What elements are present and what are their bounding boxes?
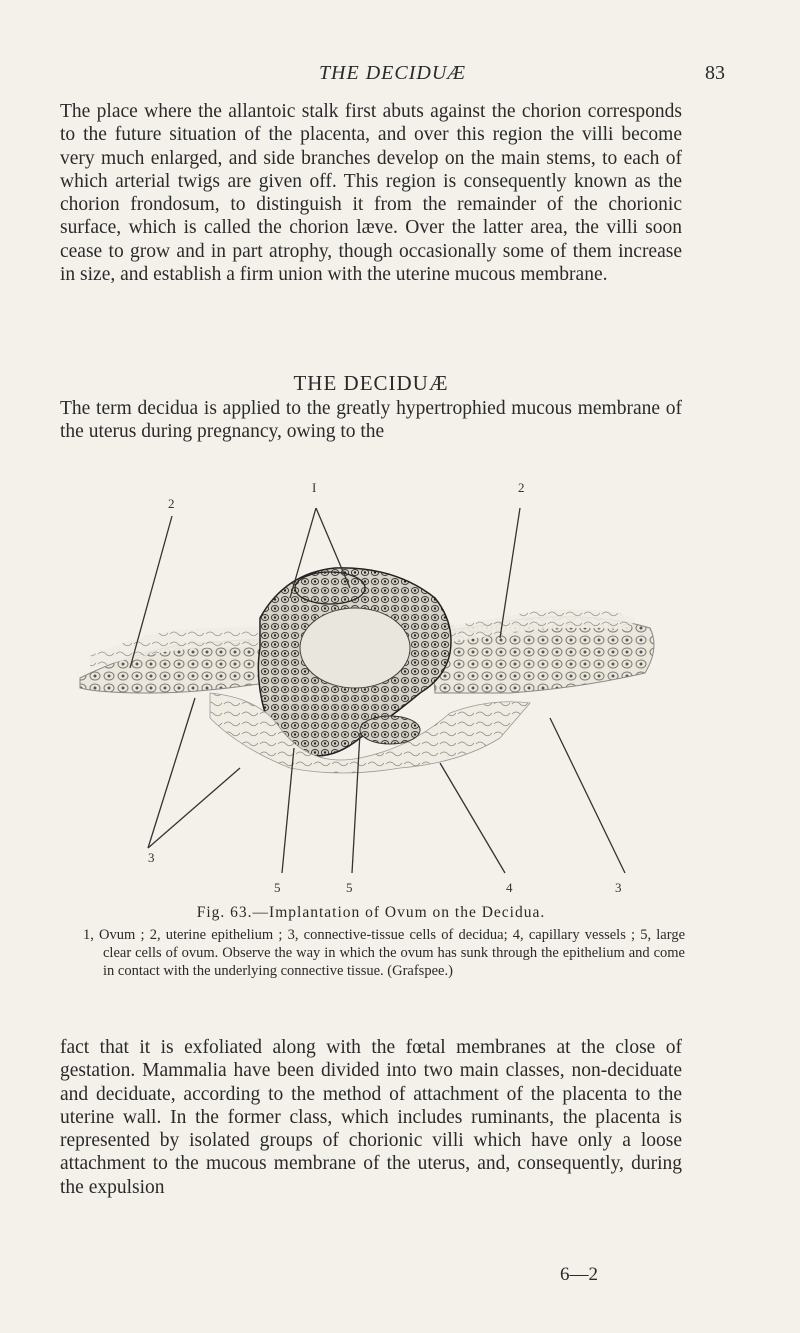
running-head: THE DECIDUÆ <box>318 62 467 84</box>
signature-mark: 6—2 <box>560 1264 598 1285</box>
label-4: 4 <box>506 880 513 895</box>
paragraph-decidua-intro: The term decidua is applied to the greatly hypertrophied mucous membrane of the uterus during pregnancy, owing to the <box>60 398 682 443</box>
paragraph-mammalia: fact that it is exfoliated along with the fœtal membranes at the close of gestation. Mammalia have been divided into two main classes, non-deciduate and deciduate, according to the method of attachment of the placenta to the uterine wall. In the former class, which includes ruminants, the placenta is represented by isolated groups of chorionic villi which have only a loose attachment to the mucous membrane of the uterus, and, consequently, during the expulsion <box>60 1037 682 1198</box>
label-2-top-left: 2 <box>168 496 175 511</box>
ovum <box>258 568 451 756</box>
figure-illustration <box>60 478 700 908</box>
section-heading: THE DECIDUÆ <box>293 371 449 395</box>
label-5-b: 5 <box>346 880 353 895</box>
label-3-left: 3 <box>148 850 155 865</box>
label-3-right: 3 <box>615 880 622 895</box>
label-2-top-right: 2 <box>518 480 525 495</box>
page-number: 83 <box>705 62 725 84</box>
label-1-top: I <box>312 480 317 495</box>
figure-caption-body: 1, Ovum ; 2, uterine epithelium ; 3, connective-tissue cells of decidua; 4, capillary vessels ; 5, large clear cells of ovum. Observe the way in which the ovum has sunk through the epithelium and come in contact with the underlying connective tissue. (Grafspee.) <box>83 927 685 979</box>
epithelium-right <box>430 609 654 693</box>
page-header <box>60 62 725 92</box>
epithelium-left <box>80 626 275 693</box>
figure-caption-title: Fig. 63.—Implantation of Ovum on the Decidua. <box>196 904 546 921</box>
label-5-a: 5 <box>274 880 281 895</box>
paragraph-chorion: The place where the allantoic stalk first abuts against the chorion corresponds to the future situation of the placenta, and over this region the villi become very much enlarged, and side branches develop on the main stems, to each of which arterial twigs are given off. This region is consequently known as the chorion frondosum, to distinguish it from the remainder of the chorionic surface, which is called the chorion læve. Over the latter area, the villi soon cease to grow and in part atrophy, though occasionally some of them increase in size, and establish a firm union with the uterine mucous membrane. <box>60 101 682 286</box>
figure-implantation-of-ovum <box>60 478 700 908</box>
